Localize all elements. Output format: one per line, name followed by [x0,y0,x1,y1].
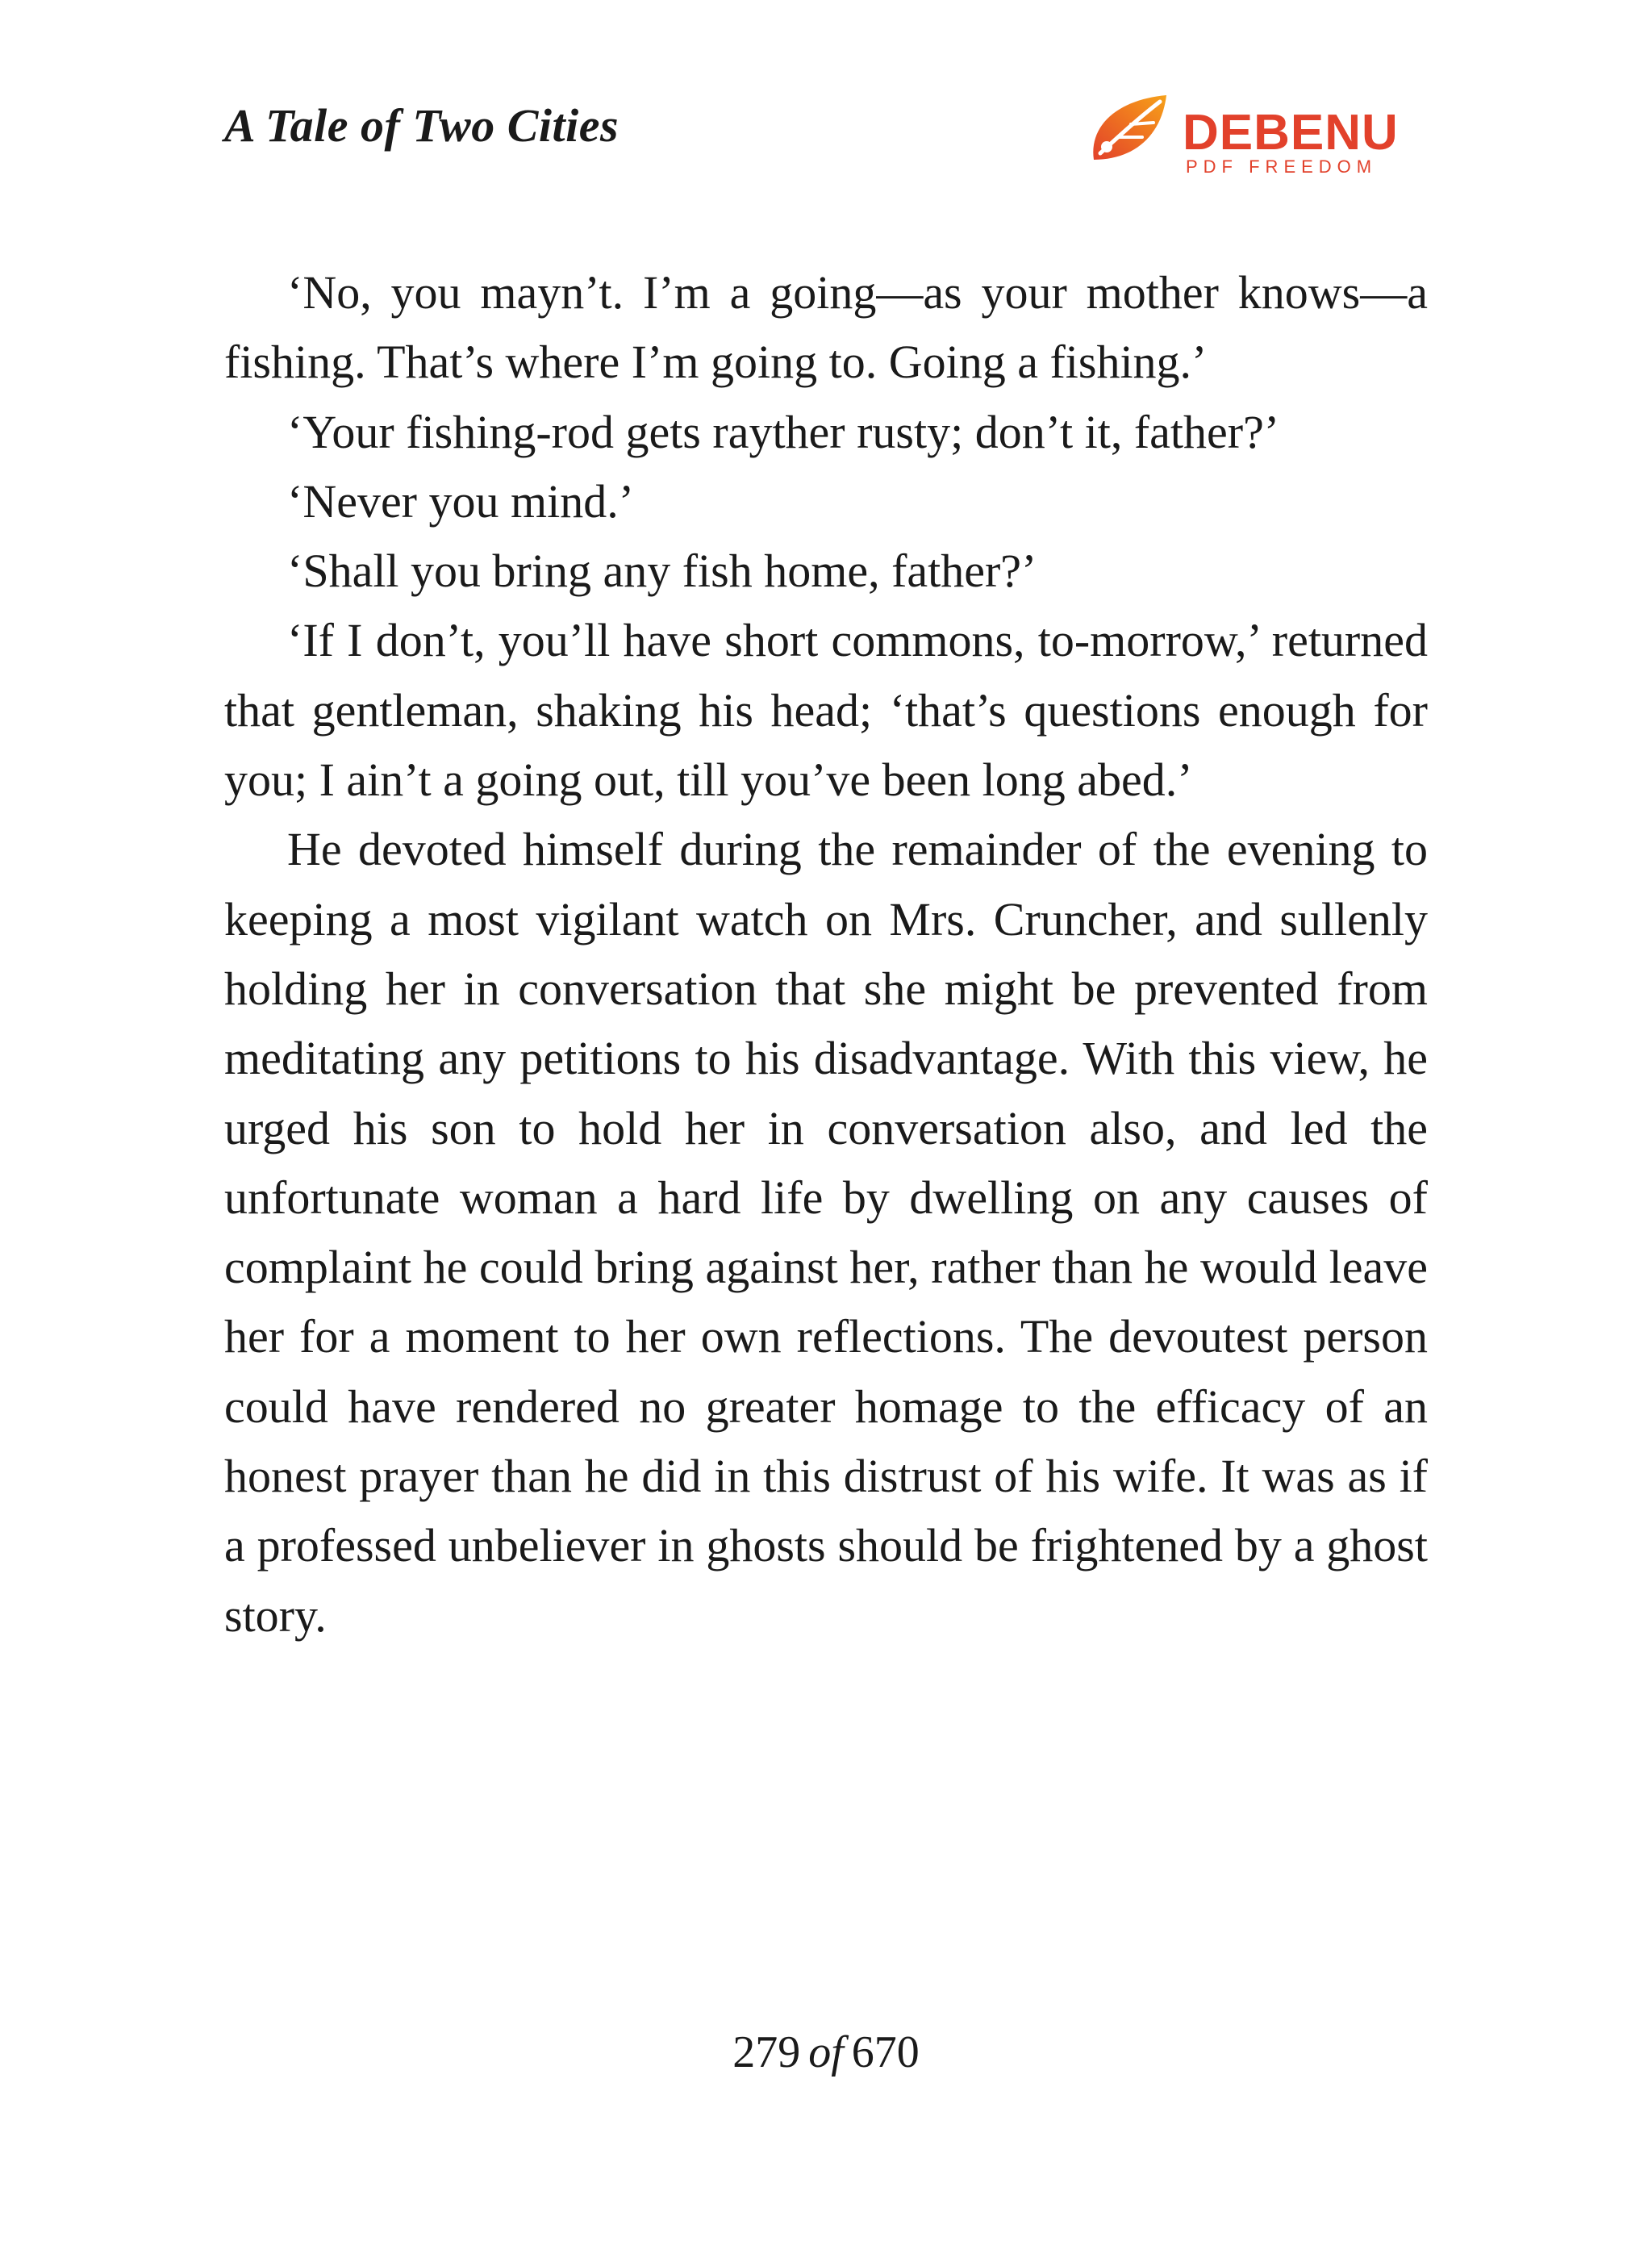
total-pages-number: 670 [851,2027,920,2077]
logo-tagline: PDF FREEDOM [1186,157,1378,177]
running-title: A Tale of Two Cities [224,99,620,152]
body-text [224,258,1428,1651]
page-number [0,2027,1652,2078]
page-of-label: of [808,2027,844,2077]
paragraph: ‘Your fishing-rod gets rayther rusty; don’t it, father?’ [287,405,1280,458]
paragraph: ‘Never you mind.’ [287,474,635,528]
paragraph: He devoted himself during the remainder of the evening to keeping a most vigilant watch on Mrs. Cruncher, and sullenly holding her in conversation that she might be prevented from meditating any petitions to his disadvantage. With this view, he urged his son to hold her in conversation also, and led the unfortunate woman a hard life by dwelling on any causes of complaint he could bring against her, rather than he would leave her for a moment to her own reflections. The devoutest person could have rendered no greater homage to the efficacy of an honest prayer than he did in this distrust of his wife. It was as if a professed unbeliever in ghosts should be frightened by a ghost story. [224,823,1428,1642]
current-page-number: 279 [732,2027,801,2077]
debenu-leaf-icon [1083,90,1173,168]
paragraph: ‘No, you mayn’t. I’m a going—as your mother knows—a fishing. That’s where I’m going to. Going a fishing.’ [224,266,1428,389]
debenu-logo [1083,90,1399,179]
paragraph: ‘If I don’t, you’ll have short commons, to-morrow,’ returned that gentleman, shaking his head; ‘that’s questions enough for you; I ain’t a going out, till you’ve been long abed.’ [224,614,1428,807]
paragraph: ‘Shall you bring any fish home, father?’ [287,545,1037,598]
logo-wordmark: DEBENU [1183,105,1399,161]
